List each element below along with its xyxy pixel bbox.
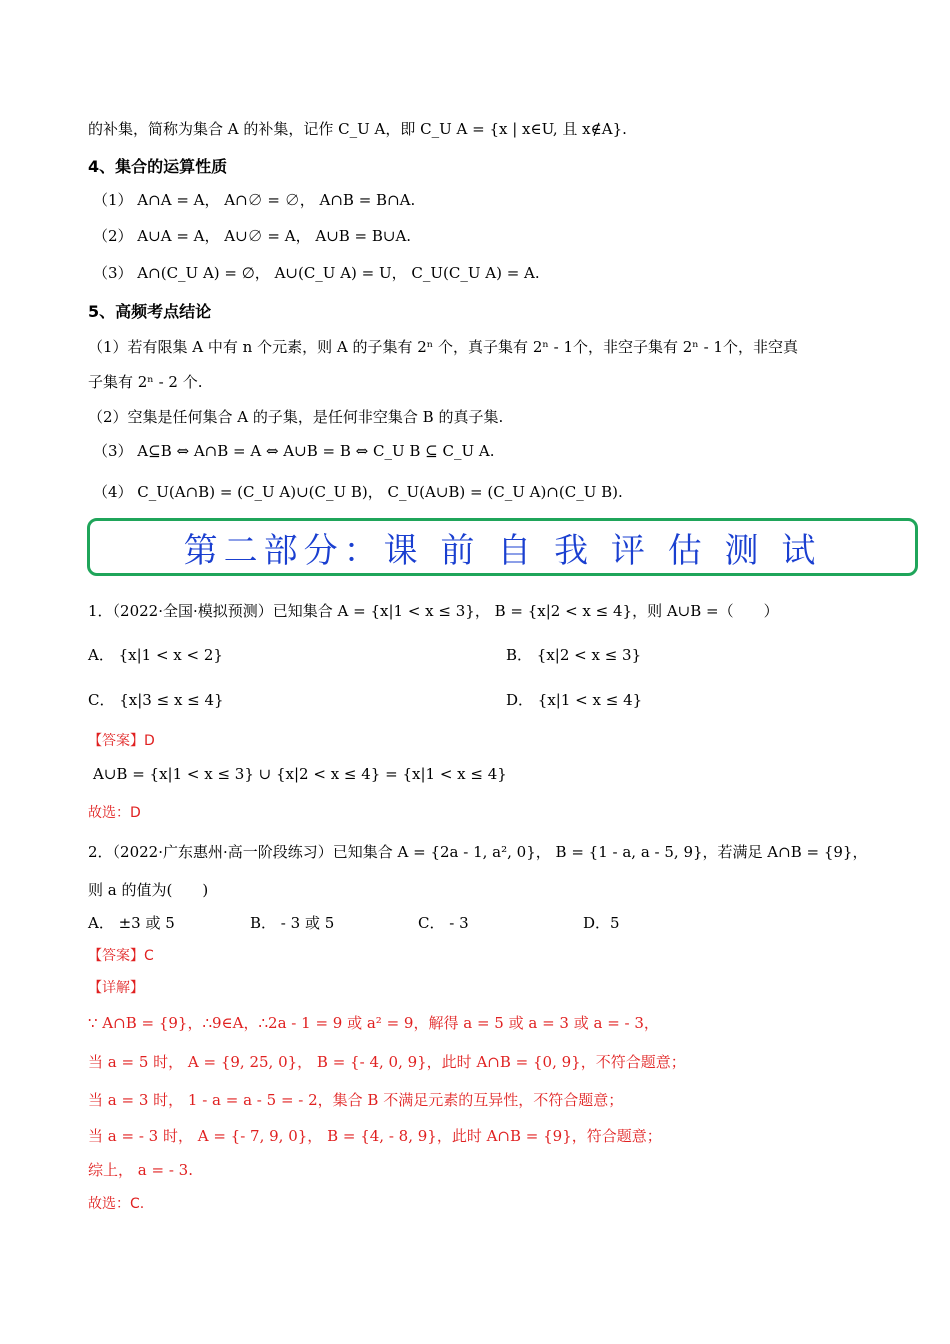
q2-answer: 【答案】C (88, 948, 154, 964)
q2-option-c: C． - 3 (418, 914, 469, 932)
q2-detail-2: 当 a = 5 时， A = {9, 25, 0}， B = {- 4, 0, 9}，此时 A∩B = {0, 9}，不符合题意； (88, 1053, 686, 1071)
conclusion-4: （4） C_U(A∩B) = (C_U A)∪(C_U B)， C_U(A∪B) = (C_U A)∩(C_U B). (93, 483, 623, 501)
property-1: （1） A∩A = A， A∩∅ = ∅， A∩B = B∩A. (93, 191, 416, 209)
q1-stem: 1．（2022·全国·模拟预测）已知集合 A = {x|1 < x ≤ 3}， B = {x|2 < x ≤ 4}，则 A∪B =（ ） (88, 602, 779, 620)
q1-work: A∪B = {x|1 < x ≤ 3} ∪ {x|2 < x ≤ 4} = {x|1 < x ≤ 4} (93, 765, 507, 783)
property-2: （2） A∪A = A， A∪∅ = A， A∪B = B∪A. (93, 227, 412, 245)
q2-conclusion: 故选：C. (88, 1196, 145, 1212)
banner-title: 第二部分：课 前 自 我 评 估 测 试 (183, 530, 822, 571)
conclusion-1a: （1）若有限集 A 中有 n 个元素，则 A 的子集有 2ⁿ 个，真子集有 2ⁿ - 1个，非空子集有 2ⁿ - 1个，非空真 (88, 338, 798, 356)
q1-options-row1 (88, 645, 918, 665)
conclusion-2: （2）空集是任何集合 A 的子集，是任何非空集合 B 的真子集. (88, 408, 504, 426)
complement-definition: 的补集，简称为集合 A 的补集，记作 C_U A，即 C_U A = {x | x∈U, 且 x∉A}. (88, 120, 627, 138)
q2-detail-4: 当 a = - 3 时， A = {- 7, 9, 0}， B = {4, - 8, 9}，此时 A∩B = {9}，符合题意； (88, 1127, 662, 1145)
q2-stem-line1: 2．（2022·广东惠州·高一阶段练习）已知集合 A = {2a - 1, a², 0}， B = {1 - a, a - 5, 9}，若满足 A∩B = {9}， (88, 843, 868, 861)
q1-option-c: C． {x|3 ≤ x ≤ 4} (88, 691, 224, 709)
q2-stem-line2: 则 a 的值为( ) (88, 881, 209, 899)
q2-option-d: D．5 (583, 914, 620, 932)
heading-operation-properties: 4、集合的运算性质 (88, 157, 228, 176)
heading-conclusions: 5、高频考点结论 (88, 302, 212, 321)
q1-option-b: B． {x|2 < x ≤ 3} (506, 646, 642, 664)
q2-detail-3: 当 a = 3 时， 1 - a = a - 5 = - 2，集合 B 不满足元素的互异性，不符合题意； (88, 1091, 624, 1109)
q2-options-row (88, 913, 918, 933)
q2-option-b: B． - 3 或 5 (250, 914, 335, 932)
q2-detail-label: 【详解】 (88, 980, 144, 996)
q2-detail-1: ∵ A∩B = {9}，∴9∈A，∴2a - 1 = 9 或 a² = 9，解得 a = 5 或 a = 3 或 a = - 3， (88, 1014, 659, 1032)
conclusion-3: （3） A⊆B ⇔ A∩B = A ⇔ A∪B = B ⇔ C_U B ⊆ C_U A. (93, 442, 495, 460)
q1-option-a: A． {x|1 < x < 2} (88, 646, 223, 664)
property-3: （3） A∩(C_U A) = ∅， A∪(C_U A) = U， C_U(C_U A) = A. (93, 264, 540, 282)
q1-answer: 【答案】D (88, 733, 155, 749)
q1-option-d: D． {x|1 < x ≤ 4} (506, 691, 643, 709)
section-banner (87, 518, 918, 576)
q1-conclusion: 故选：D (88, 805, 141, 821)
q1-options-row2 (88, 690, 918, 710)
conclusion-1b: 子集有 2ⁿ - 2 个. (88, 373, 203, 391)
q2-detail-5: 综上， a = - 3. (88, 1161, 193, 1179)
q2-option-a: A． ±3 或 5 (88, 914, 175, 932)
